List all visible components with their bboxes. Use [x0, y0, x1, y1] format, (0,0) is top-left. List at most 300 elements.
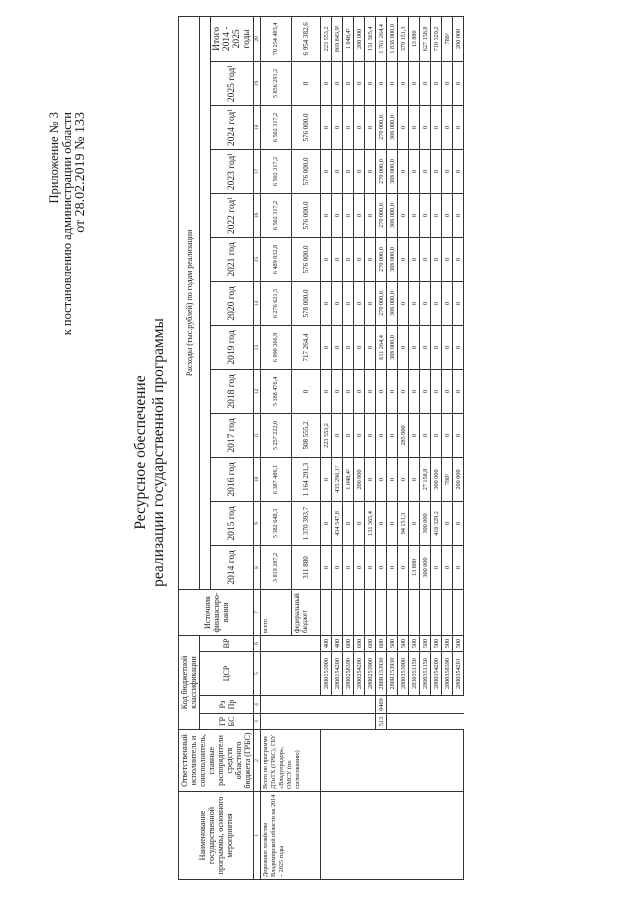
csr-code: 2830351150: [409, 652, 420, 696]
row-value: 223 553,2: [321, 16, 332, 61]
row-value: 0: [343, 237, 354, 281]
title-line-2: реализации государственной программы: [150, 318, 167, 587]
source-empty: [387, 589, 398, 635]
row-value: 0: [354, 281, 365, 325]
row-value: 13 880: [409, 16, 420, 61]
federal-value: 0: [292, 369, 321, 413]
row-value: 0: [321, 457, 332, 501]
column-number: 3: [254, 714, 261, 730]
row-value: 0: [365, 281, 376, 325]
column-number: 6: [254, 635, 261, 651]
row-value: 0: [321, 325, 332, 369]
row-value: 200 000: [354, 457, 365, 501]
row-value: 0: [409, 281, 420, 325]
row-value: 0: [442, 105, 453, 149]
row-value: 300 000: [420, 501, 431, 545]
row-value: 0: [387, 501, 398, 545]
row-value: 0: [442, 61, 453, 105]
vr-code: 500: [453, 635, 464, 651]
federal-value: 0: [292, 61, 321, 105]
row-value: 200 000: [354, 16, 365, 61]
federal-value: 576 000,0: [292, 193, 321, 237]
row-value: 0: [453, 237, 464, 281]
row-value: 0: [332, 105, 343, 149]
row-value: 611 264,4: [376, 325, 387, 369]
header-source: Источник финансиро-вания: [179, 589, 254, 635]
row-value: 0: [420, 237, 431, 281]
row-value: 0: [365, 193, 376, 237]
vr-empty: [261, 635, 321, 651]
row-value: 0: [343, 149, 354, 193]
row-value: 0: [365, 237, 376, 281]
row-value: 306 000,0: [387, 193, 398, 237]
row-value: 0: [398, 457, 409, 501]
vr-code: 600: [365, 635, 376, 651]
program-name: Дорожное хозяйство Владимирской области на 2014 – 2025 годы: [261, 792, 321, 880]
source-empty: [365, 589, 376, 635]
header-year: 2020 год: [211, 281, 254, 325]
total-value: 6 502 317,2: [261, 149, 292, 193]
vr-code: 500: [420, 635, 431, 651]
row-value: 0: [420, 61, 431, 105]
column-number: 15: [254, 237, 261, 281]
row-value: 270 000,0: [376, 237, 387, 281]
row-value: 0: [420, 413, 431, 457]
csr-code: 2800254200: [354, 652, 365, 696]
row-value: 0: [398, 105, 409, 149]
vr-code: 500: [431, 635, 442, 651]
header-year: 2022 год¹: [211, 193, 254, 237]
row-value: 710 329,2: [431, 16, 442, 61]
row-value: 0: [409, 413, 420, 457]
vr-code: 600: [376, 635, 387, 651]
row-value: 0: [420, 105, 431, 149]
row-value: 300 000: [431, 457, 442, 501]
rz-pr-empty: [343, 696, 354, 714]
row-value: 306 000,0: [387, 325, 398, 369]
gr-bs-empty: [354, 714, 365, 730]
row-value: 0: [321, 105, 332, 149]
source-empty: [431, 589, 442, 635]
gr-bs-code: 513: [376, 714, 387, 730]
row-value: 0: [398, 281, 409, 325]
csr-code: 2800351150: [420, 652, 431, 696]
row-value: 0: [321, 61, 332, 105]
row-value: 0: [354, 237, 365, 281]
gr-bs-empty: [261, 714, 321, 730]
rz-pr-code: 0409: [376, 696, 387, 714]
row-value: 0: [332, 237, 343, 281]
gr-bs-empty: [453, 714, 464, 730]
row-value: 27 158,8: [420, 457, 431, 501]
gr-bs-empty: [332, 714, 343, 730]
federal-value: 1 370 393,7: [292, 501, 321, 545]
vr-code: 500: [387, 635, 398, 651]
row-value: 0: [321, 545, 332, 589]
row-value: 435 296,1²: [332, 457, 343, 501]
row-value: 0: [398, 369, 409, 413]
row-value: 0: [431, 281, 442, 325]
row-value: 0: [420, 369, 431, 413]
row-value: 0: [442, 501, 453, 545]
row-value: 285 000: [398, 413, 409, 457]
row-value: 0: [387, 413, 398, 457]
total-value: 6 502 317,2: [261, 105, 292, 149]
row-value: 0: [365, 457, 376, 501]
row-value: 300 000: [420, 545, 431, 589]
header-year: 2024 год¹: [211, 105, 254, 149]
row-value: 0: [332, 369, 343, 413]
csr-code: 2800258390: [343, 652, 354, 696]
rz-pr-empty: [321, 696, 332, 714]
row-value: 0: [387, 369, 398, 413]
row-value: 94 151,3: [398, 501, 409, 545]
row-value: 1 761 264,4: [376, 16, 387, 61]
federal-value: 1 164 291,3: [292, 457, 321, 501]
row-value: 270 000,0: [376, 193, 387, 237]
row-value: 0: [431, 413, 442, 457]
column-number: 12: [254, 369, 261, 413]
gr-bs-empty: [442, 714, 453, 730]
row-value: 0: [343, 545, 354, 589]
row-value: 306 000,0: [387, 105, 398, 149]
header-name: Наименование государственной программы, основного мероприятия: [179, 792, 254, 880]
gr-bs-empty: [387, 714, 398, 730]
row-value: 0: [442, 325, 453, 369]
rz-pr-empty: [332, 696, 343, 714]
row-value: 0: [354, 193, 365, 237]
gr-bs-empty: [343, 714, 354, 730]
appendix-header: [48, 112, 87, 335]
federal-value: 717 264,4: [292, 325, 321, 369]
header-csr: ЦСР: [200, 652, 254, 696]
row-value: 0: [431, 149, 442, 193]
row-value: 0: [398, 545, 409, 589]
row-value: 0: [354, 149, 365, 193]
csr-code: 280R153930: [387, 652, 398, 696]
column-number: 5: [254, 652, 261, 696]
column-number: 19: [254, 61, 261, 105]
row-value: 1 836 000,0: [387, 16, 398, 61]
row-value: 0: [431, 369, 442, 413]
row-value: 869 843,9²: [332, 16, 343, 61]
total-value: 6 276 621,5: [261, 281, 292, 325]
row-value: 0: [431, 545, 442, 589]
row-value: 0: [431, 105, 442, 149]
row-value: 0: [332, 149, 343, 193]
row-value: 0: [453, 149, 464, 193]
row-value: 0: [343, 281, 354, 325]
csr-code: 2800358390: [442, 652, 453, 696]
source-empty: [442, 589, 453, 635]
row-value: 0: [453, 193, 464, 237]
header-gr-bs: ГР БС: [200, 714, 254, 730]
row-value: 0: [409, 501, 420, 545]
total-value: 5 856 291,2: [261, 61, 292, 105]
row-value: 0: [442, 149, 453, 193]
row-value: 0: [420, 325, 431, 369]
column-number: 4: [254, 696, 261, 714]
csr-code: 2800253900: [365, 652, 376, 696]
federal-value: 576 000,0: [292, 237, 321, 281]
row-value: 0: [398, 61, 409, 105]
executor-empty: [321, 730, 464, 792]
row-value: 0: [387, 61, 398, 105]
column-number: 9: [254, 501, 261, 545]
row-value: 0: [343, 413, 354, 457]
source-empty: [453, 589, 464, 635]
gr-bs-empty: [431, 714, 442, 730]
vr-code: 500: [409, 635, 420, 651]
row-value: 0: [365, 369, 376, 413]
header-expenses: Расходы (тыс.рублей) по годам реализации: [179, 16, 200, 589]
row-value: 0: [398, 193, 409, 237]
gr-bs-empty: [321, 714, 332, 730]
executor-text: Всего по программе ДТиТХ (ГРБС), ГБУ «Владупрадор», ОМСУ (по согласованию): [261, 730, 321, 792]
source-total: всего: [261, 589, 292, 635]
header-rz-pr: Рз Пр: [200, 696, 254, 714]
row-value: 131 365,4: [365, 501, 376, 545]
rz-pr-empty: [398, 696, 409, 714]
row-value: 0: [398, 325, 409, 369]
row-value: 410 329,2: [431, 501, 442, 545]
federal-value: 576 000,0: [292, 149, 321, 193]
rz-pr-empty: [420, 696, 431, 714]
row-value: 0: [442, 237, 453, 281]
column-number: 7: [254, 589, 261, 635]
vr-code: 500: [398, 635, 409, 651]
gr-bs-empty: [398, 714, 409, 730]
row-value: 0: [321, 149, 332, 193]
row-value: 1 048,4²: [343, 457, 354, 501]
row-value: 0: [409, 457, 420, 501]
header-year: 2019 год: [211, 325, 254, 369]
csr-code: 2800353900: [398, 652, 409, 696]
source-empty: [343, 589, 354, 635]
row-value: 0: [354, 545, 365, 589]
header-year: 2016 год: [211, 457, 254, 501]
header-year: 2021 год: [211, 237, 254, 281]
column-number: 18: [254, 105, 261, 149]
vr-code: 400: [332, 635, 343, 651]
row-value: 0: [453, 501, 464, 545]
row-value: 0: [332, 281, 343, 325]
row-value: 270 000,0: [376, 281, 387, 325]
header-year: 2023 год¹: [211, 149, 254, 193]
row-value: 0: [365, 413, 376, 457]
total-value: 6 502 317,2: [261, 193, 292, 237]
row-value: 379 151,3: [398, 16, 409, 61]
rz-pr-empty: [354, 696, 365, 714]
row-value: 306 000,0: [387, 149, 398, 193]
vr-code: 400: [321, 635, 332, 651]
row-value: 0: [376, 413, 387, 457]
vr-code: 600: [354, 635, 365, 651]
row-value: 0: [321, 501, 332, 545]
row-value: 200 000: [453, 16, 464, 61]
row-value: 0: [332, 61, 343, 105]
row-value: 0: [354, 413, 365, 457]
row-value: 0: [442, 193, 453, 237]
row-value: 434 547,8: [332, 501, 343, 545]
resource-table: [178, 16, 464, 880]
rz-pr-empty: [387, 696, 398, 714]
vr-code: 500: [442, 635, 453, 651]
row-value: 0: [453, 61, 464, 105]
source-empty: [321, 589, 332, 635]
column-number: 1: [254, 792, 261, 880]
row-value: 0: [343, 193, 354, 237]
gr-bs-empty: [365, 714, 376, 730]
row-value: 0: [442, 281, 453, 325]
row-value: 0: [420, 193, 431, 237]
total-value: 6 489 032,8: [261, 237, 292, 281]
source-empty: [409, 589, 420, 635]
header-executor: Ответственный исполнитель и соисполнитель, главные распорядители средств областного бюджета (ГРБС): [179, 730, 254, 792]
row-value: 0: [453, 545, 464, 589]
row-value: 0: [332, 545, 343, 589]
header-year: 2025 год¹: [211, 61, 254, 105]
row-value: 0: [354, 105, 365, 149]
row-value: 200 000: [453, 457, 464, 501]
row-value: 788²: [442, 16, 453, 61]
total-value: 3 819 287,2: [261, 545, 292, 589]
row-value: 0: [442, 413, 453, 457]
header-year: Итого 2014 - 2025 годы: [211, 16, 254, 61]
federal-value: 508 555,2: [292, 413, 321, 457]
row-value: 0: [409, 237, 420, 281]
row-value: 270 000,0: [376, 149, 387, 193]
header-year: 2018 год: [211, 369, 254, 413]
row-value: 306 000,0: [387, 237, 398, 281]
row-value: 0: [321, 281, 332, 325]
title-line-1: Ресурсное обеспечение: [132, 375, 149, 530]
row-value: 0: [453, 369, 464, 413]
row-value: 0: [343, 61, 354, 105]
federal-value: 576 000,0: [292, 105, 321, 149]
appendix-number: Приложение № 3: [47, 112, 61, 204]
row-value: 0: [409, 325, 420, 369]
rz-pr-empty: [409, 696, 420, 714]
header-year: 2014 год: [211, 545, 254, 589]
row-value: 0: [365, 61, 376, 105]
source-empty: [420, 589, 431, 635]
row-value: 13 880: [409, 545, 420, 589]
rz-pr-empty: [453, 696, 464, 714]
rz-pr-empty: [261, 696, 321, 714]
csr-code: 2800354201: [453, 652, 464, 696]
row-value: 270 000,0: [376, 105, 387, 149]
source-empty: [398, 589, 409, 635]
row-value: 627 158,8: [420, 16, 431, 61]
column-number: 11: [254, 413, 261, 457]
row-value: 0: [376, 545, 387, 589]
row-value: 0: [354, 61, 365, 105]
gr-bs-empty: [409, 714, 420, 730]
column-number: 16: [254, 193, 261, 237]
row-value: 0: [398, 237, 409, 281]
row-value: 0: [409, 369, 420, 413]
document-title: [132, 0, 168, 905]
source-empty: [376, 589, 387, 635]
row-value: 0: [431, 237, 442, 281]
row-value: 0: [332, 193, 343, 237]
federal-value: 311 880: [292, 545, 321, 589]
table-row: [321, 16, 332, 879]
row-value: 0: [354, 369, 365, 413]
row-value: 0: [376, 369, 387, 413]
appendix-date: от 28.02.2019 № 133: [73, 112, 88, 233]
row-value: 0: [409, 193, 420, 237]
csr-code: 2800154200: [332, 652, 343, 696]
row-value: 131 365,4: [365, 16, 376, 61]
row-value: 0: [365, 149, 376, 193]
row-value: 0: [431, 325, 442, 369]
column-number: 14: [254, 281, 261, 325]
source-empty: [354, 589, 365, 635]
row-value: 0: [365, 105, 376, 149]
row-value: 0: [321, 193, 332, 237]
appendix-reference: к постановлению администрации области: [60, 112, 74, 336]
row-value: 0: [354, 501, 365, 545]
csr-code: 2800153900: [321, 652, 332, 696]
federal-value: 6 954 382,6: [292, 16, 321, 61]
total-value: 6 090 366,9: [261, 325, 292, 369]
csr-empty: [261, 652, 321, 696]
row-value: 0: [376, 61, 387, 105]
total-value: 5 257 222,0: [261, 413, 292, 457]
source-empty: [332, 589, 343, 635]
row-value: 0: [420, 281, 431, 325]
row-value: 0: [365, 325, 376, 369]
row-value: 0: [343, 369, 354, 413]
row-value: 0: [431, 193, 442, 237]
row-value: 223 553,2: [321, 413, 332, 457]
gr-bs-empty: [420, 714, 431, 730]
header-year: 2017 год: [211, 413, 254, 457]
row-value: 0: [332, 413, 343, 457]
total-value: 5 188 476,4: [261, 369, 292, 413]
row-value: 0: [387, 545, 398, 589]
column-number: 13: [254, 325, 261, 369]
row-value: 0: [398, 149, 409, 193]
header-budget-code: Код бюджетной классификации: [179, 635, 200, 729]
column-number: 8: [254, 545, 261, 589]
row-value: 0: [354, 325, 365, 369]
total-value: 5 382 648,3: [261, 501, 292, 545]
row-value: 0: [431, 61, 442, 105]
row-value: 306 000,0: [387, 281, 398, 325]
vr-code: 600: [343, 635, 354, 651]
source-federal: федеральный бюджет: [292, 589, 321, 635]
row-value: 0: [453, 325, 464, 369]
row-value: 0: [365, 545, 376, 589]
rz-pr-empty: [431, 696, 442, 714]
row-value: 0: [343, 325, 354, 369]
column-number: 20: [254, 16, 261, 61]
total-value: 6 387 486,1: [261, 457, 292, 501]
row-value: 0: [409, 149, 420, 193]
row-value: 0: [387, 457, 398, 501]
rz-pr-empty: [442, 696, 453, 714]
row-value: 0: [442, 545, 453, 589]
row-value: 0: [343, 501, 354, 545]
row-value: 0: [420, 149, 431, 193]
row-value: 0: [321, 369, 332, 413]
federal-value: 578 000,0: [292, 281, 321, 325]
total-value: 70 254 483,4: [261, 16, 292, 61]
row-value: 788²: [442, 457, 453, 501]
